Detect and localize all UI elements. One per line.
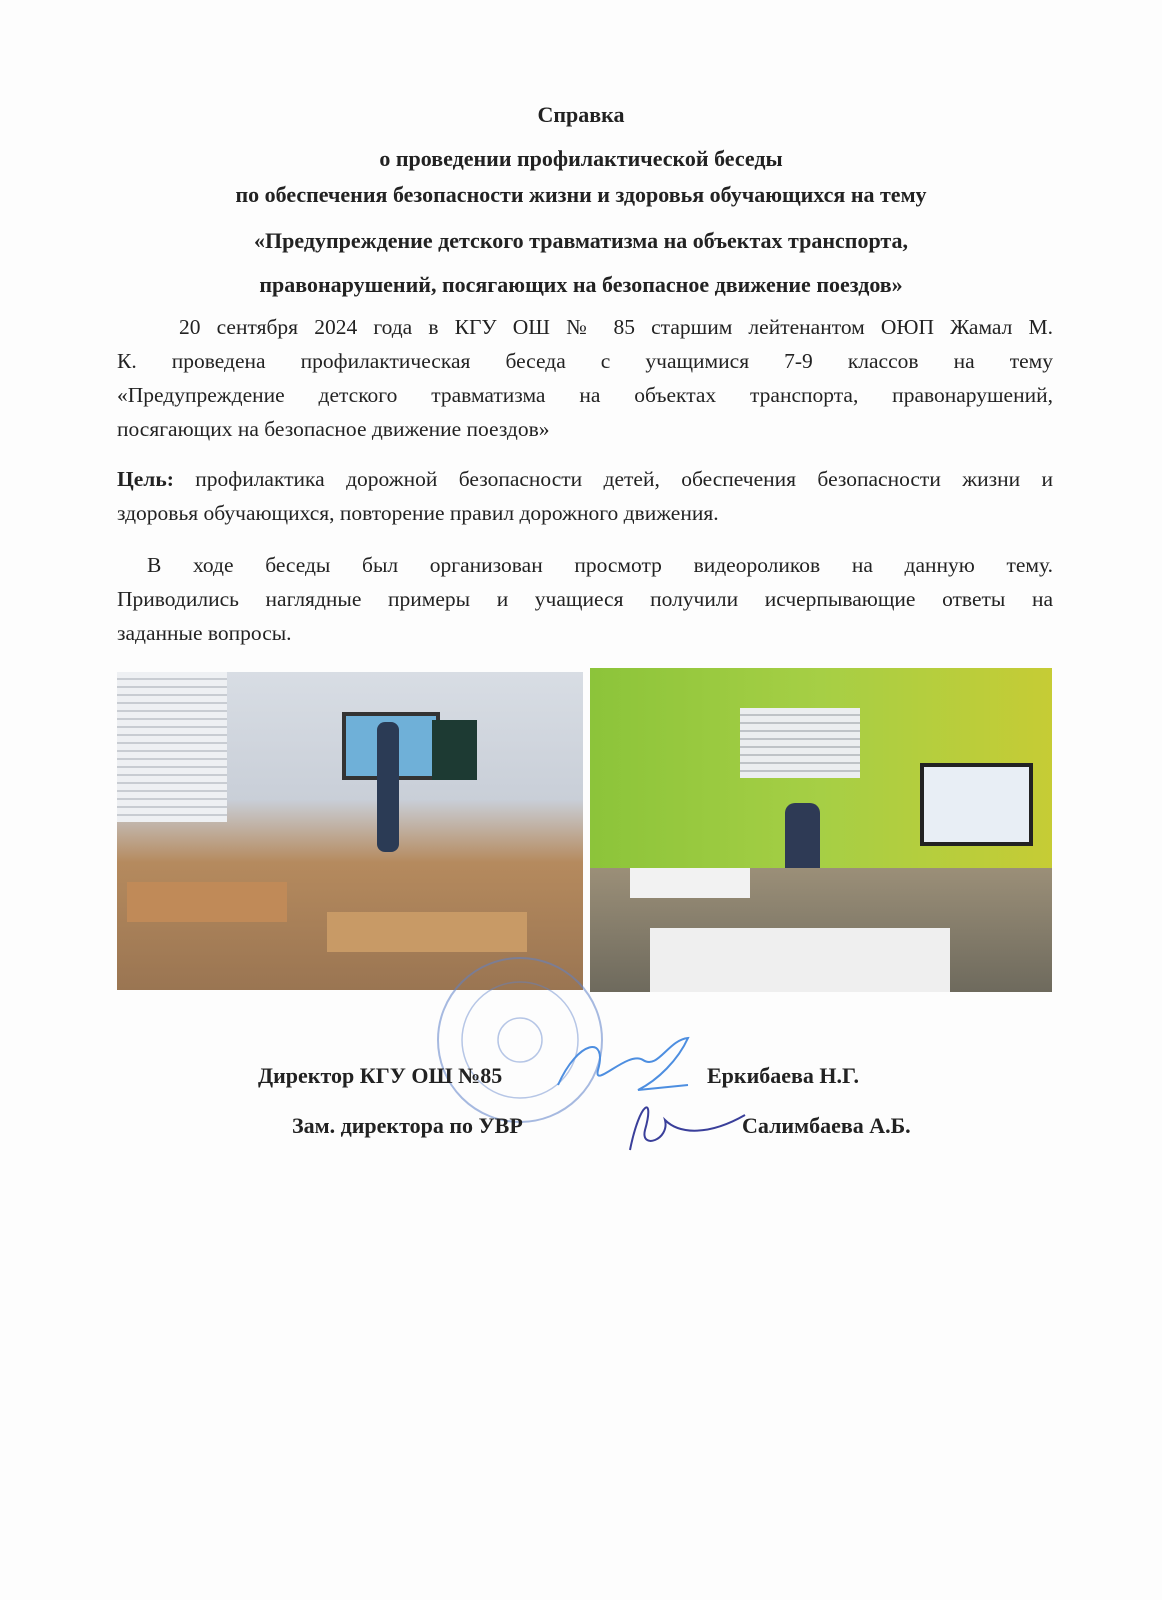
text-line: Приводились наглядные примеры и учащиеся получили исчерпывающие ответы на bbox=[117, 587, 1053, 611]
classroom-photo-left bbox=[117, 672, 583, 990]
classroom-photo-right bbox=[590, 668, 1052, 992]
text-line: профилактика дорожной безопасности детей, обеспечения безопасности жизни и bbox=[173, 467, 1053, 491]
paragraph-goal bbox=[117, 462, 1053, 530]
text-line: К. проведена профилактическая беседа с учащимися 7-9 классов на тему bbox=[117, 349, 1053, 373]
director-name: Еркибаева Н.Г. bbox=[707, 1063, 860, 1088]
paragraph-summary bbox=[117, 548, 1053, 650]
deputy-title: Зам. директора по УВР bbox=[292, 1113, 523, 1138]
text-line: В ходе беседы был организован просмотр видеороликов на данную тему. bbox=[147, 553, 1053, 577]
deputy-signature bbox=[610, 1090, 750, 1155]
document-topic: «Предупреждение детского травматизма на объектах транспорта, bbox=[254, 228, 908, 253]
document-subtitle: о проведении профилактической беседы bbox=[379, 146, 783, 171]
paragraph-intro bbox=[117, 310, 1053, 446]
deputy-name: Салимбаева А.Б. bbox=[742, 1113, 911, 1138]
text-line: заданные вопросы. bbox=[117, 621, 292, 645]
document-topic: правонарушений, посягающих на безопасное движение поездов» bbox=[259, 272, 903, 297]
text-line: посягающих на безопасное движение поездов» bbox=[117, 417, 550, 441]
goal-label: Цель: bbox=[117, 467, 174, 491]
text-line: 20 сентября 2024 года в КГУ ОШ № 85 старшим лейтенантом ОЮП Жамал М. bbox=[179, 315, 1053, 339]
text-line: здоровья обучающихся, повторение правил дорожного движения. bbox=[117, 501, 719, 525]
document-title: Справка bbox=[537, 102, 625, 127]
document-subtitle: по обеспечения безопасности жизни и здоровья обучающихся на тему bbox=[235, 182, 927, 207]
director-title: Директор КГУ ОШ №85 bbox=[258, 1063, 503, 1088]
text-line: «Предупреждение детского травматизма на объектах транспорта, правонарушений, bbox=[117, 383, 1053, 407]
